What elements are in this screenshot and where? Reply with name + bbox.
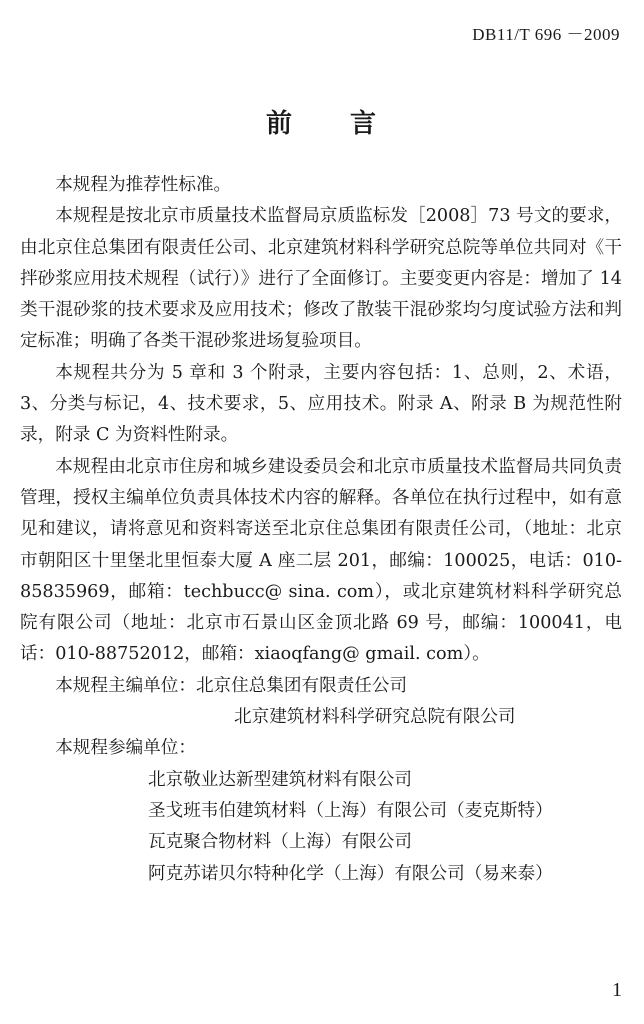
participating-unit: 阿克苏诺贝尔特种化学（上海）有限公司（易来泰）	[148, 863, 553, 884]
participating-row	[20, 796, 622, 827]
paragraph-revision: 本规程是按北京市质量技术监督局京质监标发［2008］73 号文的要求，由北京住总集团有限责任公司、北京建筑材料科学研究总院等单位共同对《干拌砂浆应用技术规程（试行）》进行了全面修订。主要变更内容是：增加了 14 类干混砂浆的技术要求及应用技术；修改了散装干混砂浆均匀度试验方法和判定标准；明确了各类干混砂浆进场复验项目。	[20, 206, 622, 352]
participating-unit: 北京敬业达新型建筑材料有限公司	[148, 769, 412, 790]
paragraph-management: 本规程由北京市住房和城乡建设委员会和北京市质量技术监督局共同负责管理，授权主编单位负责具体技术内容的解释。各单位在执行过程中，如有意见和建议，请将意见和资料寄送至北京住总集团有限责任公司，（地址：北京市朝阳区十里堡北里恒泰大厦 A 座二层 201，邮编：100025，电话：010-85835969，邮箱：techbucc@ sina. com），或北京建筑材料科学研究总院有限公司（地址：北京市石景山区金顶北路 69 号，邮编：100041，电话：010-88752012，邮箱：xiaoqfang@ gmail. com）。	[20, 456, 622, 665]
chief-editor-unit: 北京住总集团有限责任公司	[195, 675, 408, 696]
chief-editor-row	[20, 671, 622, 702]
participating-row	[20, 859, 622, 890]
participating-row	[20, 827, 622, 858]
paragraph-standard-type: 本规程为推荐性标准。	[55, 175, 232, 195]
chief-editor-row	[20, 702, 622, 733]
page-number: 1	[612, 979, 622, 1001]
chief-editor-unit: 北京建筑材料科学研究总院有限公司	[234, 707, 516, 728]
participating-unit: 圣戈班韦伯建筑材料（上海）有限公司（麦克斯特）	[148, 800, 553, 821]
preface-body	[20, 170, 622, 890]
paragraph-contents: 本规程共分为 5 章和 3 个附录，主要内容包括：1、总则，2、术语，3、分类与标记，4、技术要求，5、应用技术。附录 A、附录 B 为规范性附录，附录 C 为资料性附录。	[20, 362, 622, 446]
chief-editor-label: 本规程主编单位：	[55, 675, 196, 696]
participating-unit: 瓦克聚合物材料（上海）有限公司	[148, 832, 412, 853]
standard-code: DB11/T 696 －2009	[472, 25, 620, 44]
page-title: 前 言	[265, 109, 378, 139]
participating-row	[20, 765, 622, 796]
participating-label: 本规程参编单位：	[55, 738, 196, 759]
